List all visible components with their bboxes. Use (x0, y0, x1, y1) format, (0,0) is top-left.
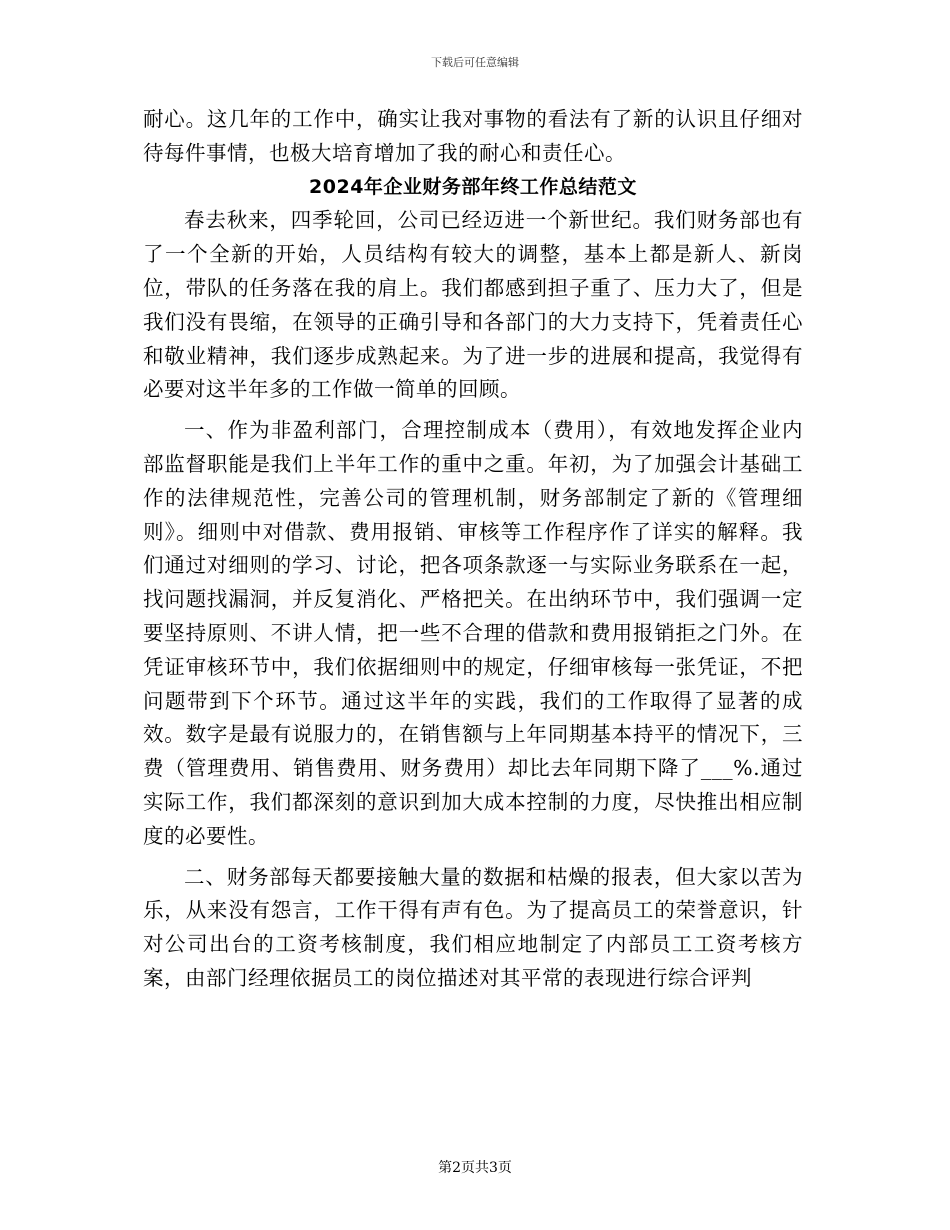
page-number: 第2页共3页 (438, 1160, 512, 1176)
continuation-paragraph: 耐心。这几年的工作中，确实让我对事物的看法有了新的认识且仔细对待每件事情，也极大培育增加了我的耐心和责任心。 (143, 107, 803, 165)
paragraph-staff-assessment: 二、财务部每天都要接触大量的数据和枯燥的报表，但大家以苦为乐，从来没有怨言，工作干得有声有色。为了提高员工的荣誉意识，针对公司出台的工资考核制度，我们相应地制定了内部员工工资考核方案，由部门经理依据员工的岗位描述对其平常的表现进行综合评判 (143, 864, 803, 990)
header-note: 下载后可任意编辑 (431, 56, 519, 69)
document-title: 2024年企业财务部年终工作总结范文 (309, 175, 637, 198)
document-body (143, 103, 803, 996)
paragraph-cost-control: 一、作为非盈利部门，合理控制成本（费用），有效地发挥企业内部监督职能是我们上半年工作的重中之重。年初，为了加强会计基础工作的法律规范性，完善公司的管理机制，财务部制定了新的《管理细则》。细则中对借款、费用报销、审核等工作程序作了详实的解释。我们通过对细则的学习、讨论，把各项条款逐一与实际业务联系在一起，找问题找漏洞，并反复消化、严格把关。在出纳环节中，我们强调一定要坚持原则、不讲人情，把一些不合理的借款和费用报销拒之门外。在凭证审核环节中，我们依据细则中的规定，仔细审核每一张凭证，不把问题带到下个环节。通过这半年的实践，我们的工作取得了显著的成效。数字是最有说服力的，在销售额与上年同期基本持平的情况下，三费（管理费用、销售费用、财务费用）却比去年同期下降了___%.通过实际工作，我们都深刻的意识到加大成本控制的力度，尽快推出相应制度的必要性。 (143, 418, 803, 848)
paragraph-intro: 春去秋来，四季轮回，公司已经迈进一个新世纪。我们财务部也有了一个全新的开始，人员结构有较大的调整，基本上都是新人、新岗位，带队的任务落在我的肩上。我们都感到担子重了、压力大了，但是我们没有畏缩，在领导的正确引导和各部门的大力支持下，凭着责任心和敬业精神，我们逐步成熟起来。为了进一步的进展和提高，我觉得有必要对这半年多的工作做一简单的回顾。 (143, 208, 803, 402)
